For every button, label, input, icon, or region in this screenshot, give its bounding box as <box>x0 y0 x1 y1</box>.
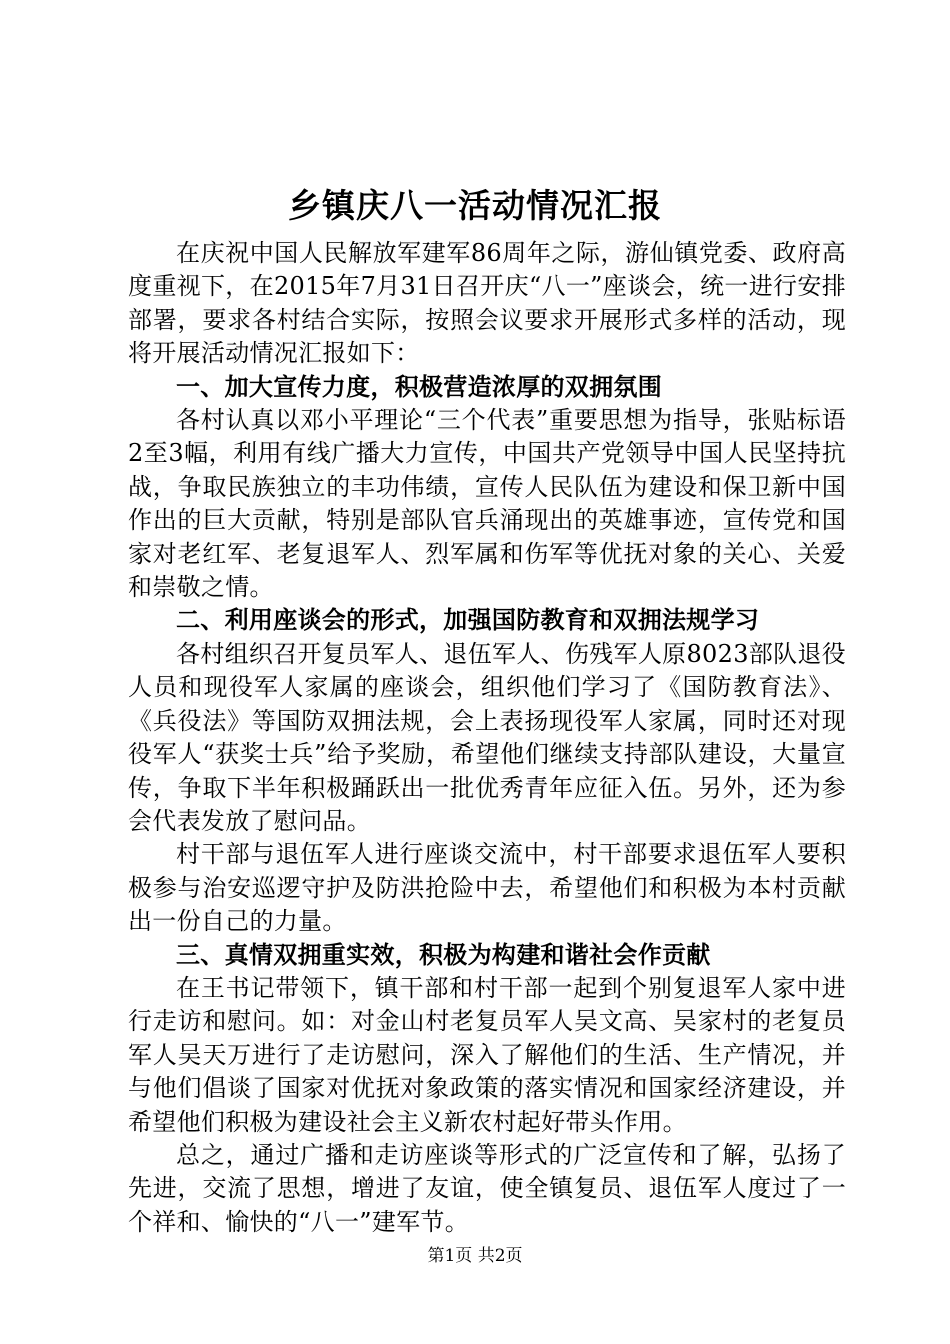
page-number-footer: 第1页 共2页 <box>427 1246 523 1266</box>
section-2-paragraph-2: 村干部与退伍军人进行座谈交流中，村干部要求退伍军人要积极参与治安巡逻守护及防洪抢险中去，希望他们和积极为本村贡献出一份自己的力量。 <box>128 840 846 936</box>
section-1-heading: 一、加大宣传力度，积极营造浓厚的双拥氛围 <box>176 372 662 401</box>
document-body <box>128 237 846 1239</box>
section-3-paragraph-1: 在王书记带领下，镇干部和村干部一起到个别复退军人家中进行走访和慰问。如：对金山村老复员军人吴文高、吴家村的老复员军人吴天万进行了走访慰问，深入了解他们的生活、生产情况，并与他们倡谈了国家对优抚对象政策的落实情况和国家经济建设，并希望他们积极为建设社会主义新农村起好带头作用。 <box>128 973 846 1136</box>
section-2-paragraph-1: 各村组织召开复员军人、退伍军人、伤残军人原8023部队退役人员和现役军人家属的座谈会，组织他们学习了《国防教育法》、《兵役法》等国防双拥法规，会上表扬现役军人家属，同时还对现役军人“获奖士兵”给予奖励，希望他们继续支持部队建设，大量宣传，争取下半年积极踊跃出一批优秀青年应征入伍。另外，还为参会代表发放了慰问品。 <box>128 639 846 835</box>
section-2-heading: 二、利用座谈会的形式，加强国防教育和双拥法规学习 <box>176 606 760 635</box>
intro-paragraph: 在庆祝中国人民解放军建军86周年之际，游仙镇党委、政府高度重视下，在2015年7月31日召开庆“八一”座谈会，统一进行安排部署，要求各村结合实际，按照会议要求开展形式多样的活动，现将开展活动情况汇报如下： <box>128 239 846 368</box>
section-3-heading: 三、真情双拥重实效，积极为构建和谐社会作贡献 <box>176 940 711 969</box>
section-1-paragraph-1: 各村认真以邓小平理论“三个代表”重要思想为指导，张贴标语2至3幅，利用有线广播大力宣传，中国共产党领导中国人民坚持抗战，争取民族独立的丰功伟绩，宣传人民队伍为建设和保卫新中国作出的巨大贡献，特别是部队官兵涌现出的英雄事迹，宣传党和国家对老红军、老复退军人、烈军属和伤军等优抚对象的关心、关爱和崇敬之情。 <box>128 406 846 602</box>
document-title: 乡镇庆八一活动情况汇报 <box>288 186 662 225</box>
section-3-paragraph-2: 总之，通过广播和走访座谈等形式的广泛宣传和了解，弘扬了先进，交流了思想，增进了友谊，使全镇复员、退伍军人度过了一个祥和、愉快的“八一”建军节。 <box>128 1140 846 1236</box>
